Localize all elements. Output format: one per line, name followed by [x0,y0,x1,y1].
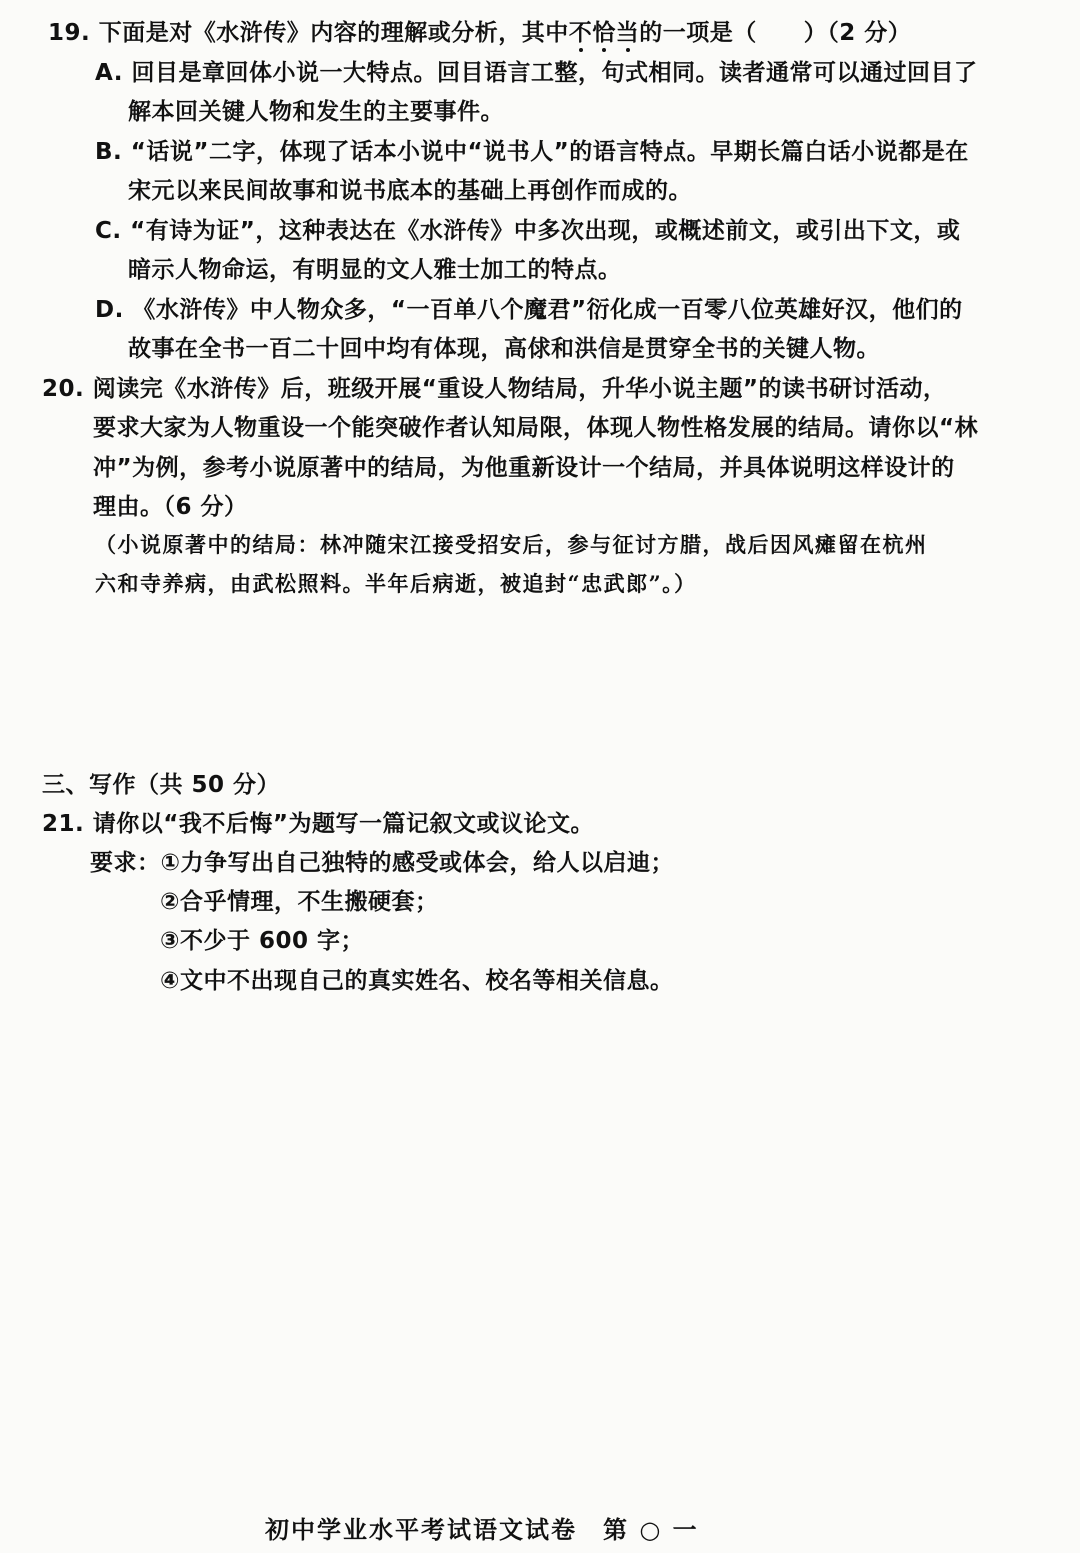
q19-option-a-line1: A. 回目是章回体小说一大特点。回目语言工整，句式相同。读者通常可以通过回目了 [95,60,978,86]
emphasis-char: 不 [568,20,593,46]
emphasis-char: 恰 [592,20,616,46]
q20-line4: 理由。（6 分） [93,494,248,520]
q19-option-c-line1: C. “有诗为证”，这种表达在《水浒传》中多次出现，或概述前文，或引出下文，或 [95,218,961,244]
q19-option-b-line2: 宋元以来民间故事和说书底本的基础上再创作而成的。 [128,178,692,204]
emphasis-char: 当 [615,20,640,46]
q20-line1: 20. 阅读完《水浒传》后，班级开展“重设人物结局，升华小说主题”的读书研讨活动， [42,376,947,402]
q19-option-d-line2: 故事在全书一百二十回中均有体现，高俅和洪信是贯穿全书的关键人物。 [128,336,880,362]
section-writing-title: 三、写作（共 50 分） [42,772,281,798]
q19-option-b-line1: B. “话说”二字，体现了话本小说中“说书人”的语言特点。早期长篇白话小说都是在 [95,139,969,165]
q20-line2: 要求大家为人物重设一个能突破作者认知局限，体现人物性格发展的结局。请你以“林 [93,415,979,441]
q19-option-d-line1: D. 《水浒传》中人物众多，“一百单八个魔君”衍化成一百零八位英雄好汉，他们的 [95,297,963,323]
q19-option-a-line2: 解本回关键人物和发生的主要事件。 [128,99,504,125]
q21-requirement-1: 要求：①力争写出自己独特的感受或体会，给人以启迪； [90,850,674,876]
q21-requirement-2: ②合乎情理，不生搬硬套； [160,889,439,915]
q19-stem-part1: 19. 下面是对《水浒传》内容的理解或分析，其中 [48,20,569,46]
q20-line3: 冲”为例，参考小说原著中的结局，为他重新设计一个结局，并具体说明这样设计的 [93,455,955,481]
q19-stem-part2: 的一项是（ ）（2 分） [639,20,912,46]
q19-stem [48,18,911,48]
q21-requirement-3: ③不少于 600 字； [160,928,364,954]
page-footer: 初中学业水平考试语文试卷 第 ○ 一 [265,1515,699,1544]
q20-note-line1: （小说原著中的结局：林冲随宋江接受招安后，参与征讨方腊，战后因风瘫留在杭州 [95,532,928,557]
q20-note-line2: 六和寺养病，由武松照料。半年后病逝，被追封“忠武郎”。） [95,571,697,596]
q19-option-c-line2: 暗示人物命运，有明显的文人雅士加工的特点。 [128,257,622,283]
q21-stem: 21. 请你以“我不后悔”为题写一篇记叙文或议论文。 [42,811,594,837]
q21-requirement-4: ④文中不出现自己的真实姓名、校名等相关信息。 [160,968,674,994]
